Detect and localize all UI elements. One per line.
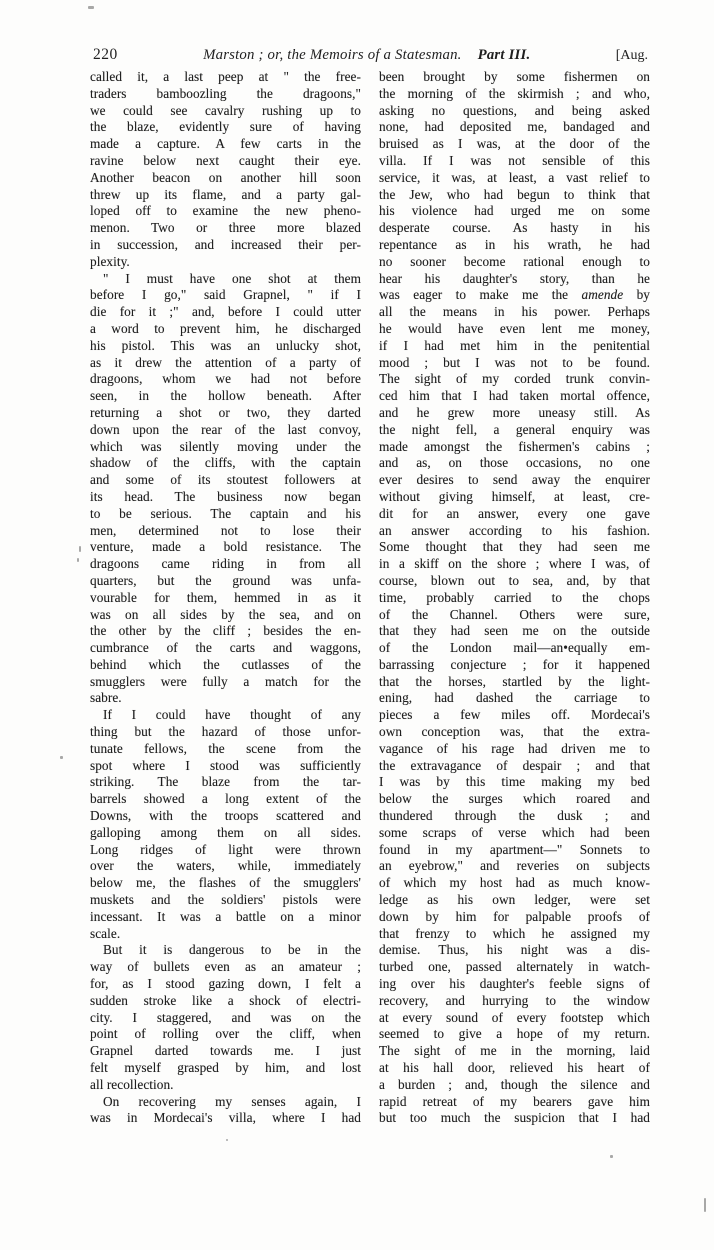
right-column bbox=[379, 69, 650, 1127]
text-line: the extravagance of despair ; and that bbox=[379, 757, 650, 773]
text-line: and he grew more uneasy still. As bbox=[379, 404, 650, 420]
text-line: was on all sides by the sea, and on bbox=[90, 606, 361, 622]
text-line: galloping among them on all sides. bbox=[90, 824, 361, 840]
text-line: thundered through the dusk ; and bbox=[379, 808, 650, 824]
text-line: Some thought that they had seen me bbox=[379, 539, 650, 555]
ink-speck bbox=[77, 558, 79, 562]
text-line: the blaze, evidently sure of having bbox=[90, 119, 361, 135]
text-line: city. I staggered, and was on the bbox=[90, 1009, 361, 1025]
text-line: seemed to give a hope of my return. bbox=[379, 1026, 650, 1042]
text-line: over the waters, while, immediately bbox=[90, 858, 361, 874]
text-line: sabre. bbox=[90, 690, 122, 706]
text-line: repentance as in his wrath, he had bbox=[379, 236, 650, 252]
text-line: scale. bbox=[90, 925, 121, 941]
text-line: all recollection. bbox=[90, 1076, 174, 1092]
text-line: to be serious. The captain and his bbox=[90, 505, 361, 521]
text-line: course, blown out to sea, and, by that bbox=[379, 572, 650, 588]
text-line: in a skiff on the shore ; where I was, of bbox=[379, 556, 650, 572]
text-line: ravine below next caught their eye. bbox=[90, 152, 361, 168]
text-line: muskets and the soldiers' pistols were bbox=[90, 892, 361, 908]
text-line: tunate fellows, the scene from the bbox=[90, 740, 361, 756]
text-line: the other by the cliff ; besides the en- bbox=[90, 623, 361, 639]
text-line: But it is dangerous to be in the bbox=[103, 942, 361, 958]
text-line: menon. Two or three more blazed bbox=[90, 220, 361, 236]
text-line: of which my host had as much know- bbox=[379, 875, 650, 891]
text-line: none, had deposited me, bandaged and bbox=[379, 119, 650, 135]
text-line: was eager to make me the amende by bbox=[379, 287, 650, 303]
text-line: that the horses, startled by the light- bbox=[379, 673, 650, 689]
text-line: loped off to examine the new pheno- bbox=[90, 203, 361, 219]
text-line: the Jew, who had begun to think that bbox=[379, 186, 650, 202]
text-line: desperate course. As hasty in his bbox=[379, 220, 650, 236]
text-line: his violence had urged me on some bbox=[379, 203, 650, 219]
text-line: " I must have one shot at them bbox=[103, 270, 361, 286]
text-line: pieces a few miles off. Mordecai's bbox=[379, 707, 650, 723]
text-line: down by him for palpable proofs of bbox=[379, 908, 650, 924]
running-title bbox=[203, 47, 530, 64]
text-line: a word to prevent him, he discharged bbox=[90, 320, 361, 336]
text-line: Another beacon on another hill soon bbox=[90, 169, 361, 185]
text-line: of the Channel. Others were sure, bbox=[379, 606, 650, 622]
text-line: made amongst the fishermen's cabins ; bbox=[379, 438, 650, 454]
text-line: an answer according to his fashion. bbox=[379, 522, 650, 538]
text-line: Downs, with the troops scattered and bbox=[90, 808, 361, 824]
text-line: I was by this time making my bed bbox=[379, 774, 650, 790]
issue-month-label: [Aug. bbox=[615, 48, 648, 63]
text-line: ever desires to send away the enquirer bbox=[379, 472, 650, 488]
ink-speck bbox=[226, 1139, 228, 1141]
text-line: demise. Thus, his night was a dis- bbox=[379, 942, 650, 958]
text-line: at every sound of every footstep which bbox=[379, 1009, 650, 1025]
text-line: returning a shot or two, they darted bbox=[90, 404, 361, 420]
text-line: we could see cavalry rushing up to bbox=[90, 102, 361, 118]
text-line: called it, a last peep at " the free- bbox=[90, 69, 361, 84]
text-line: below me, the flashes of the smugglers' bbox=[90, 875, 361, 891]
text-line: without giving himself, at least, cre- bbox=[379, 488, 650, 504]
text-line: no sooner become rational enough to bbox=[379, 253, 650, 269]
text-line: men, determined not to lose their bbox=[90, 522, 361, 538]
text-line: was in Mordecai's villa, where I had bbox=[90, 1110, 361, 1126]
text-line: if I had met him in the penitential bbox=[379, 337, 650, 353]
text-line: below the surges which roared and bbox=[379, 791, 650, 807]
left-column bbox=[90, 69, 361, 1127]
text-line: its head. The business now began bbox=[90, 488, 361, 504]
text-line: villa. If I was not sensible of this bbox=[379, 152, 650, 168]
page-header bbox=[93, 46, 648, 64]
text-line: If I could have thought of any bbox=[103, 707, 361, 723]
text-line: The sight of my corded trunk convin- bbox=[379, 371, 650, 387]
ink-speck bbox=[60, 756, 63, 759]
text-line: made a capture. A few carts in the bbox=[90, 136, 361, 152]
text-line: an eyebrow," and reveries on subjects bbox=[379, 858, 650, 874]
text-line: venture, made a bold resistance. The bbox=[90, 539, 361, 555]
text-line: as it drew the attention of a party of bbox=[90, 354, 361, 370]
text-line: and as, on those occasions, no one bbox=[379, 455, 650, 471]
ink-speck bbox=[88, 6, 94, 9]
text-line: sudden stroke like a shock of electri- bbox=[90, 992, 361, 1008]
ink-speck bbox=[79, 546, 81, 552]
text-line: On recovering my senses again, I bbox=[103, 1093, 361, 1109]
text-line: dit for an answer, every one gave bbox=[379, 505, 650, 521]
text-line: in succession, and increased their per- bbox=[90, 236, 361, 252]
part-label: Part III. bbox=[477, 47, 531, 63]
text-line: dragoons, whom we had not before bbox=[90, 371, 361, 387]
text-line: shadow of the cliffs, with the captain bbox=[90, 455, 361, 471]
text-line: his pistol. This was an unlucky shot, bbox=[90, 337, 361, 353]
running-title-text: Marston ; or, the Memoirs of a Statesman. bbox=[203, 47, 462, 63]
text-line: that they had seen me on the outside bbox=[379, 623, 650, 639]
ink-speck bbox=[610, 1155, 613, 1158]
text-line: at his hall door, relieved his heart of bbox=[379, 1060, 650, 1076]
text-line: smugglers were fully a match for the bbox=[90, 673, 361, 689]
text-line: barrassing conjecture ; for it happened bbox=[379, 656, 650, 672]
text-line: The sight of me in the morning, laid bbox=[379, 1043, 650, 1059]
text-line: striking. The blaze from the tar- bbox=[90, 774, 361, 790]
text-line: barrels showed a long extent of the bbox=[90, 791, 361, 807]
text-line: thing but the hazard of those unfor- bbox=[90, 724, 361, 740]
text-line: Long ridges of light were thrown bbox=[90, 841, 361, 857]
text-line: down upon the rear of the last convoy, bbox=[90, 421, 361, 437]
text-line: seen, in the hollow beneath. After bbox=[90, 388, 361, 404]
text-line: plexity. bbox=[90, 253, 130, 269]
text-line: threw up its flame, and a party gal- bbox=[90, 186, 361, 202]
text-line: incessant. It was a battle on a minor bbox=[90, 908, 361, 924]
text-line: turbed one, passed alternately in watch- bbox=[379, 959, 650, 975]
text-line: ced him that I had taken mortal offence, bbox=[379, 388, 650, 404]
text-line: all the means in his power. Perhaps bbox=[379, 304, 650, 320]
text-line: spot where I stood was sufficiently bbox=[90, 757, 361, 773]
text-line: that frenzy to which he assigned my bbox=[379, 925, 650, 941]
text-line: which was silently moving under the bbox=[90, 438, 361, 454]
text-line: of the London mail—an•equally em- bbox=[379, 640, 650, 656]
text-line: a burden ; and, though the silence and bbox=[379, 1076, 650, 1092]
text-line: the night fell, a general enquiry was bbox=[379, 421, 650, 437]
text-line: and some of its stoutest followers at bbox=[90, 472, 361, 488]
text-line: mood ; but I was not to be found. bbox=[379, 354, 650, 370]
text-line: quarters, but the ground was unfa- bbox=[90, 572, 361, 588]
text-line: ledge as his own ledger, were set bbox=[379, 892, 650, 908]
text-line: felt myself grasped by him, and lost bbox=[90, 1060, 361, 1076]
ink-speck bbox=[704, 1198, 706, 1212]
text-line: ening, had dashed the carriage to bbox=[379, 690, 650, 706]
text-line: for, as I stood gazing down, I felt a bbox=[90, 976, 361, 992]
text-line: but too much the suspicion that I had bbox=[379, 1110, 650, 1126]
text-line: vagance of his rage had driven me to bbox=[379, 740, 650, 756]
text-line: recovery, and hurrying to the window bbox=[379, 992, 650, 1008]
page-number: 220 bbox=[93, 46, 118, 63]
text-line: way of bullets even as an amateur ; bbox=[90, 959, 361, 975]
text-line: die for it ;" and, before I could utter bbox=[90, 304, 361, 320]
text-line: before I go," said Grapnel, " if I bbox=[90, 287, 361, 303]
text-line: traders bamboozling the dragoons," bbox=[90, 85, 361, 101]
text-line: time, probably carried to the chops bbox=[379, 589, 650, 605]
text-line: rapid retreat of my bearers gave him bbox=[379, 1093, 650, 1109]
text-line: Grapnel darted towards me. I just bbox=[90, 1043, 361, 1059]
text-line: cumbrance of the carts and waggons, bbox=[90, 640, 361, 656]
text-line: own conception was, that the extra- bbox=[379, 724, 650, 740]
text-line: ing over his daughter's feeble signs of bbox=[379, 976, 650, 992]
text-line: asking no questions, and being asked bbox=[379, 102, 650, 118]
text-columns bbox=[90, 69, 650, 1127]
text-line: been brought by some fishermen on bbox=[379, 69, 650, 84]
text-line: behind which the cutlasses of the bbox=[90, 656, 361, 672]
text-line: point of rolling over the cliff, when bbox=[90, 1026, 361, 1042]
text-line: the morning of the skirmish ; and who, bbox=[379, 85, 650, 101]
text-line: bruised as I was, at the door of the bbox=[379, 136, 650, 152]
text-line: he would have even lent me money, bbox=[379, 320, 650, 336]
text-line: hear his daughter's story, than he bbox=[379, 270, 650, 286]
text-line: found in my apartment—" Sonnets to bbox=[379, 841, 650, 857]
text-line: some scraps of verse which had been bbox=[379, 824, 650, 840]
text-line: service, it was, at least, a vast relief to bbox=[379, 169, 650, 185]
text-line: dragoons came riding in from all bbox=[90, 556, 361, 572]
text-line: vourable for them, hemmed in as it bbox=[90, 589, 361, 605]
